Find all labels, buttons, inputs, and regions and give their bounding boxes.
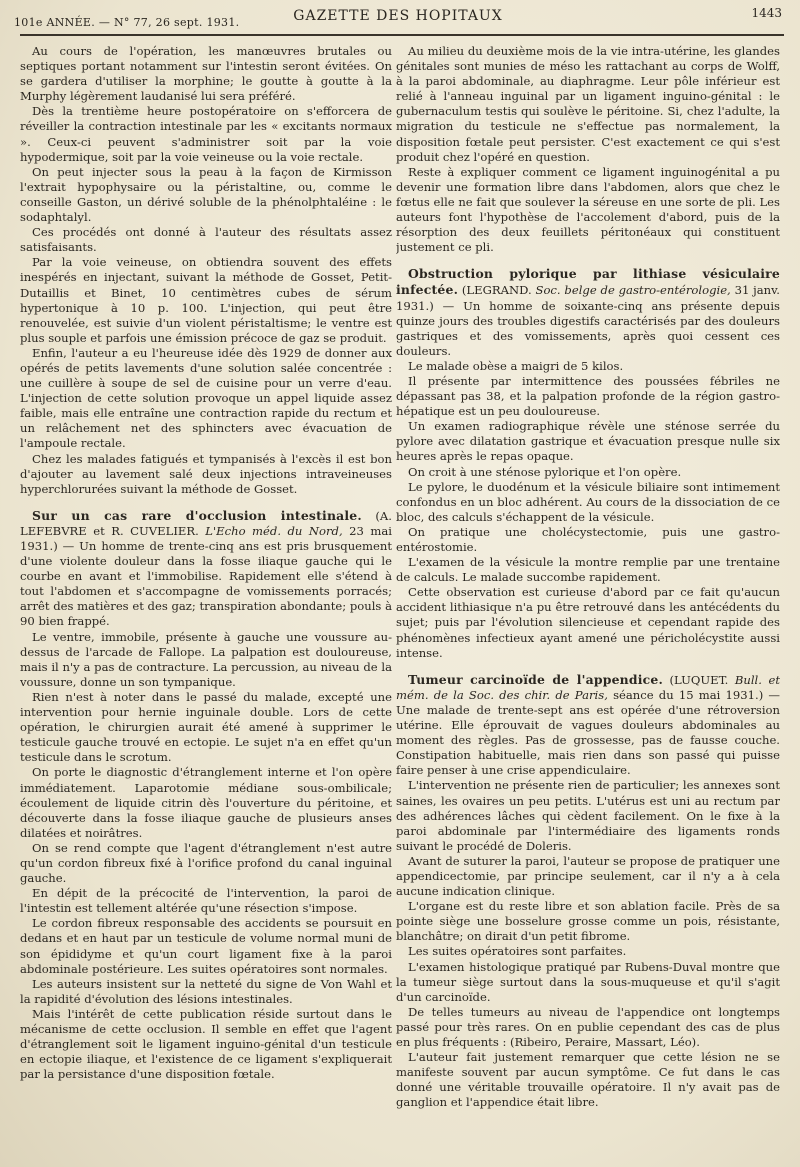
article-title: Tumeur carcinoïde de l'appendice. bbox=[408, 671, 663, 687]
paragraph: On pratique une cholécystectomie, puis une gastro-entérostomie. bbox=[396, 524, 780, 554]
paragraph: Le ventre, immobile, présente à gauche une voussure au-dessus de l'arcade de Fallope. La palpation est douloureuse, mais il n'y a pas de contracture. La percussion, au niveau de la voussure, donne un son tympanique. bbox=[20, 629, 392, 689]
article-lead: Un homme de soixante-cinq ans présente depuis quinze jours des troubles digestifs caractérisés par des douleurs gastriques et des vomissements, après quoi cessent ces douleurs. bbox=[396, 298, 780, 358]
paragraph: En dépit de la précocité de l'intervention, la paroi de l'intestin est tellement altérée qu'une résection s'impose. bbox=[20, 886, 392, 916]
article-journal: Bull. et mém. de la Soc. des chir. de Paris, bbox=[396, 672, 780, 702]
article-authors: (LUQUET. bbox=[669, 672, 729, 687]
article-journal: L'Echo méd. du Nord, bbox=[205, 523, 343, 538]
paragraph: Au cours de l'opération, les manœuvres brutales ou septiques portant notamment sur l'intestin seront évitées. On se gardera d'utiliser la morphine; le goutte à goutte à la Murphy légèrement laudanisé lui sera préféré. bbox=[20, 44, 392, 104]
paragraph: On croit à une sténose pylorique et l'on opère. bbox=[408, 464, 682, 479]
paragraph: Il présente par intermittence des poussées fébriles ne dépassant pas 38, et la palpation profonde de la région gastro-hépatique est un peu douloureuse. bbox=[396, 373, 780, 419]
article-title: Obstruction pylorique par lithiase vésiculaire infectée. bbox=[396, 266, 780, 298]
paragraph: De telles tumeurs au niveau de l'appendice ont longtemps passé pour très rares. On en publie cependant des cas de plus en plus fréquents : (Ribeiro, Peraire, Massart, Léo). bbox=[396, 1004, 780, 1049]
paragraph: L'examen histologique pratiqué par Rubens-Duval montre que la tumeur siège surtout dans la sous-muqueuse et qu'il s'agit d'un carcinoïde. bbox=[396, 959, 780, 1004]
paragraph: Le cordon fibreux responsable des accidents se poursuit en dedans et en haut par un testicule de volume normal muni de son épididyme et qu'un court ligament fixe à la paroi abdominale postérieure. Les suites opératoires sont normales. bbox=[20, 916, 392, 976]
paragraph: L'examen de la vésicule la montre remplie par une trentaine de calculs. Le malade succombe rapidement. bbox=[396, 555, 780, 585]
paragraph: On porte le diagnostic d'étranglement interne et l'on opère immédiatement. Laparotomie médiane sous-ombilicale; écoulement de liquide citrin dès l'ouverture du péritoine, et découverte dans la fosse iliaque gauche de plusieurs anses dilatées et noirâtres. bbox=[20, 765, 392, 840]
article-date: 23 mai 1931.) — bbox=[20, 523, 392, 553]
article-heading-pylorique bbox=[396, 266, 780, 359]
paragraph: Ces procédés ont donné à l'auteur des résultats assez satisfaisants. bbox=[20, 225, 392, 255]
article-authors: (LEGRAND. bbox=[461, 283, 532, 298]
publication-title: GAZETTE DES HOPITAUX bbox=[293, 8, 503, 24]
paragraph: Avant de suturer la paroi, l'auteur se propose de pratiquer une appendicectomie, par principe seulement, car il n'y a à cela aucune indication clinique. bbox=[396, 853, 780, 899]
article-heading-carcinoide bbox=[396, 672, 780, 779]
paragraph: Cette observation est curieuse d'abord par ce fait qu'aucun accident lithiasique n'a pu être retrouvé dans les antécédents du sujet; puis par l'évolution silencieuse et cependant rapide des phénomènes infectieux ayant amené une péricholécystite aussi intense. bbox=[396, 585, 780, 660]
paragraph: Les auteurs insistent sur la netteté du signe de Von Wahl et la rapidité d'évolution des lésions intestinales. bbox=[20, 976, 392, 1006]
article-date: séance du 15 mai 1931.) — bbox=[613, 687, 780, 702]
paragraph: Chez les malades fatigués et tympanisés à l'excès il est bon d'ajouter au lavement salé deux injections intraveineuses hyperchlorurées suivant la méthode de Gosset. bbox=[20, 451, 392, 496]
paragraph: Dès la trentième heure postopératoire on s'efforcera de réveiller la contraction intestinale par les « excitants normaux ». Ceux-ci peuvent s'administrer soit par la voie hypodermique, soit par la voie veineuse ou la voie rectale. bbox=[20, 104, 392, 164]
paragraph: Par la voie veineuse, on obtiendra souvent des effets inespérés en injectant, suivant la méthode de Gosset, Petit-Dutaillis et Binet, 10 centimètres cubes de sérum hypertonique à 10 p. 100. L'injection, qui peut être renouvelée, est suivie d'un violent péristaltisme; le ventre est plus souple et parfois une émission précoce de gaz se produit. bbox=[20, 255, 392, 345]
article-lead: Une malade de trente-sept ans est opérée d'une rétroversion utérine. Elle éprouvait de vagues douleurs abdominales au moment des règles. Pas de grossesse, pas de fausse couche. Constipation habituelle, mais rien dans son passé qui puisse faire penser à une crise appendiculaire. bbox=[396, 702, 780, 778]
right-column bbox=[396, 44, 780, 1159]
article-title: Sur un cas rare d'occlusion intestinale. bbox=[32, 507, 362, 523]
paragraph: L'auteur fait justement remarquer que cette lésion ne se manifeste souvent par aucun symptôme. Ce fut dans le cas donné une véritable trouvaille opératoire. Il n'y avait pas de ganglion et l'appendice était libre. bbox=[396, 1050, 780, 1110]
header-rule bbox=[20, 34, 784, 36]
paragraph: L'organe est du reste libre et son ablation facile. Près de sa pointe siège une bosselure grosse comme un pois, résistante, blanchâtre; on dirait d'un petit fibrome. bbox=[396, 899, 780, 944]
paragraph: Rien n'est à noter dans le passé du malade, excepté une intervention pour hernie inguinale double. Lors de cette opération, le chirurgien aurait été amené à supprimer le testicule gauche trouvé en ectopie. Le sujet n'a en effet qu'un testicule dans le scrotum. bbox=[20, 689, 392, 765]
paragraph: Le pylore, le duodénum et la vésicule biliaire sont intimement confondus en un bloc adhérent. Au cours de la dissociation de ce bloc, des calculs s'échappent de la vésicule. bbox=[396, 479, 780, 524]
paragraph: Un examen radiographique révèle une sténose serrée du pylore avec dilatation gastrique et évacuation presque nulle six heures après le repas opaque. bbox=[396, 419, 780, 464]
page-number: 1443 bbox=[751, 6, 782, 20]
article-authors: (A. LEFEBVRE et R. CUVELIER. bbox=[20, 508, 392, 538]
paragraph: On se rend compte que l'agent d'étranglement n'est autre qu'un cordon fibreux fixé à l'orifice profond du canal inguinal gauche. bbox=[20, 840, 392, 886]
article-heading-occlusion bbox=[20, 508, 392, 630]
paragraph: Les suites opératoires sont parfaites. bbox=[408, 944, 627, 959]
paragraph: Enfin, l'auteur a eu l'heureuse idée dès 1929 de donner aux opérés de petits lavements d'une solution salée concentrée : une cuillère à soupe de sel de cuisine pour un verre d'eau. L'injection de cette solution provoque un appel liquide assez faible, mais elle entraîne une contraction rapide du rectum et un relâchement net des sphincters avec évacuation de l'ampoule rectale. bbox=[20, 345, 392, 451]
article-journal: Soc. belge de gastro-entérologie, bbox=[535, 283, 731, 298]
issue-info: 101e ANNÉE. — N° 77, 26 sept. 1931. bbox=[14, 16, 240, 29]
article-lead: Un homme de trente-cinq ans est pris brusquement d'une violente douleur dans la fosse iliaque gauche qui le courbe en avant et l'immobilise. Rapidement elle s'étend à tout l'abdomen et s'accompagne de vomissements porracés; arrêt des matières et des gaz; transpiration abondante; pouls à 90 bien frappé. bbox=[20, 539, 392, 629]
paragraph: Reste à expliquer comment ce ligament inguinogénital a pu devenir une formation libre dans l'abdomen, alors que chez le fœtus elle ne fait que soulever la séreuse en une sorte de pli. Les auteurs font l'hypothèse de l'accolement d'abord, puis de la résorption des deux feuillets péritonéaux qui constituent justement ce pli. bbox=[396, 164, 780, 255]
paragraph: Au milieu du deuxième mois de la vie intra-utérine, les glandes génitales sont munies de méso les rattachant au corps de Wolff, à la paroi abdominale, au diaphragme. Leur pôle inférieur est relié à l'anneau inguinal par un ligament inguino-génital : le gubernaculum testis qui soulève le péritoine. Si, chez l'adulte, la migration du testicule ne s'effectue pas normalement, la disposition fœtale peut persister. C'est exactement ce qui s'est produit chez l'opéré en question. bbox=[396, 44, 780, 164]
paragraph: L'intervention ne présente rien de particulier; les annexes sont saines, les ovaires un peu petits. L'utérus est uni au rectum par des adhérences lâches qui cèdent facilement. On le fixe à la paroi abdominale par l'intermédiaire des ligaments ronds suivant le procédé de Doleris. bbox=[396, 778, 780, 853]
paragraph: On peut injecter sous la peau à la façon de Kirmisson l'extrait hypophysaire ou la péristaltine, ou, comme le conseille Gaston, un dérivé soluble de la phénolphtaléine : le sodaphtalyl. bbox=[20, 164, 392, 225]
paragraph: Mais l'intérêt de cette publication réside surtout dans le mécanisme de cette occlusion. Il semble en effet que l'agent d'étranglement soit le ligament inguino-génital d'un testicule en ectopie iliaque, et l'existence de ce ligament s'expliquerait par la persistance d'une disposition fœtale. bbox=[20, 1006, 392, 1082]
page-header bbox=[14, 4, 782, 34]
article-date: 31 janv. 1931.) — bbox=[396, 283, 780, 313]
paragraph: Le malade obèse a maigri de 5 kilos. bbox=[408, 358, 624, 373]
left-column bbox=[20, 44, 392, 1159]
